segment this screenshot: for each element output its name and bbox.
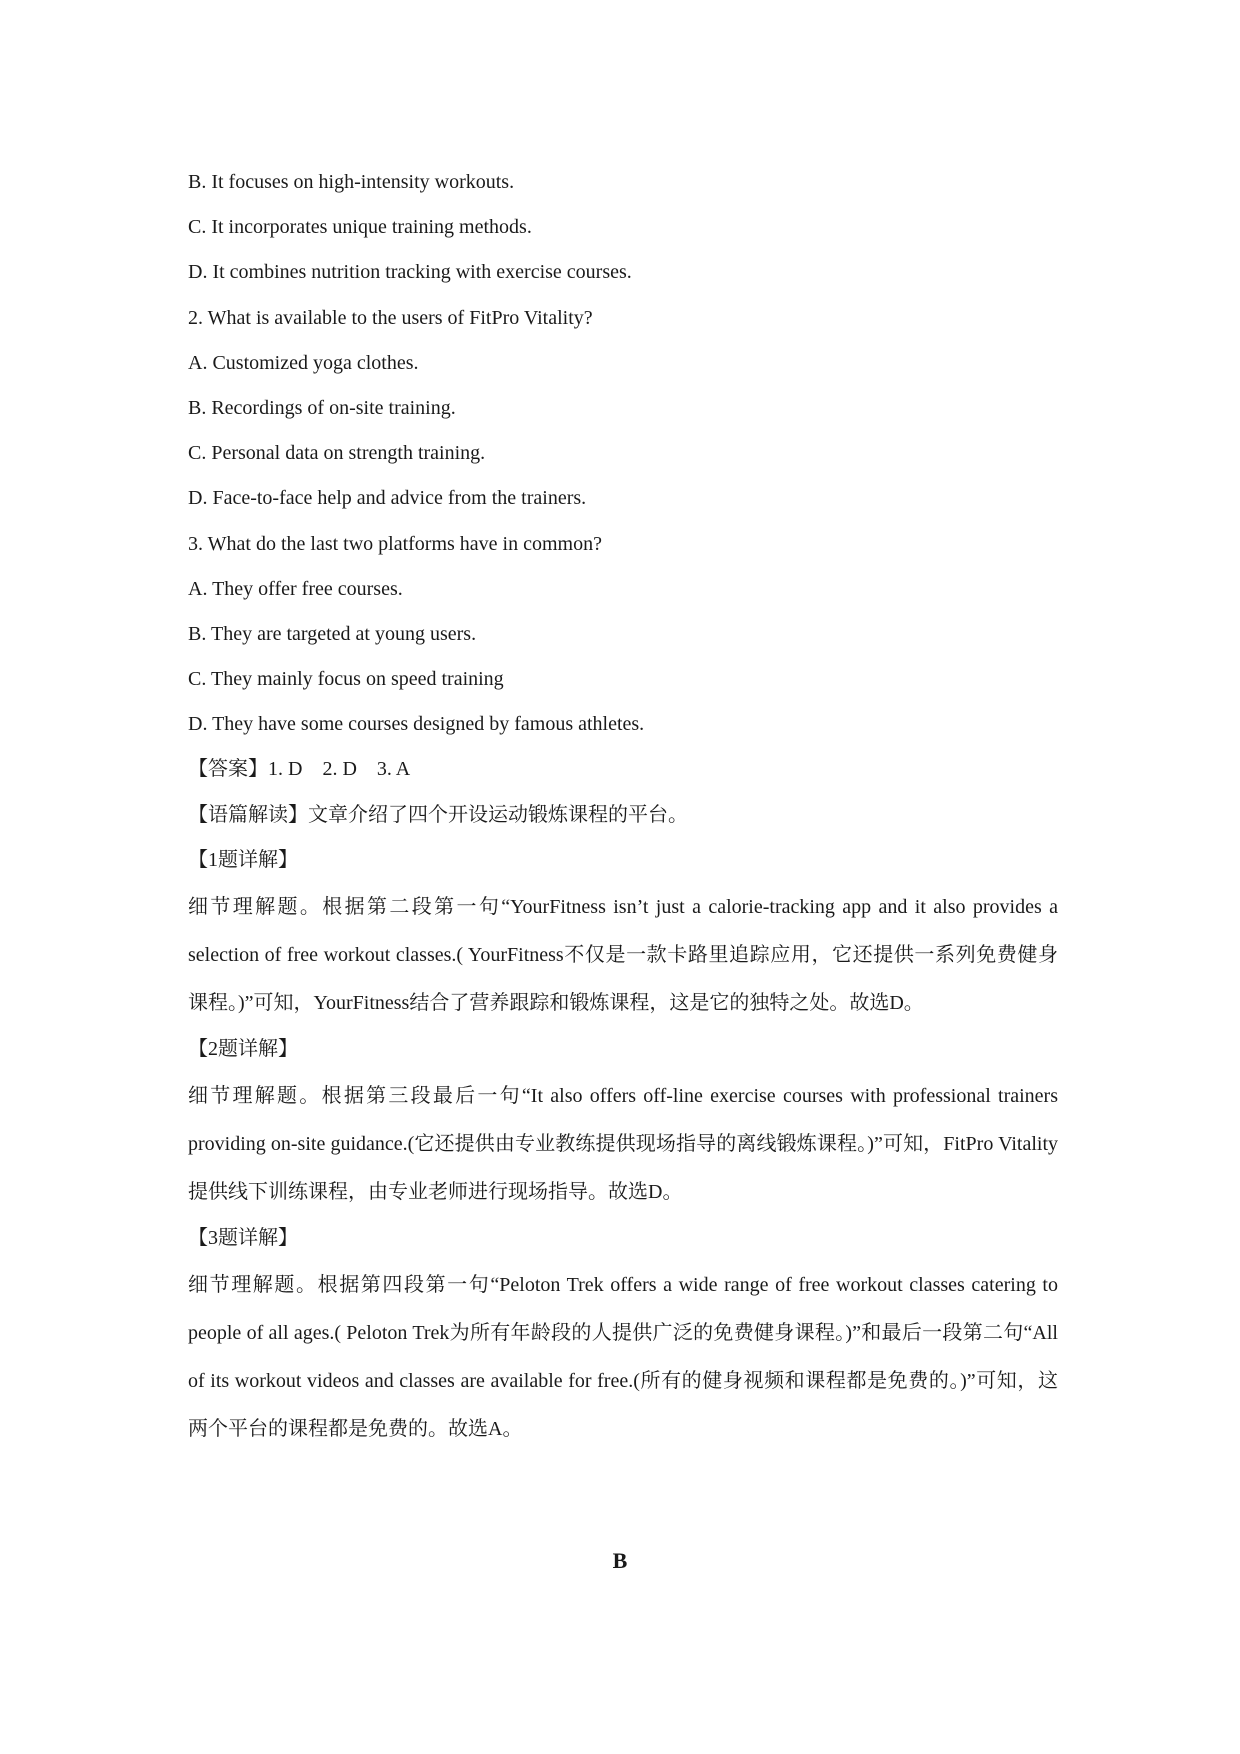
detail-2-text: 细节理解题。根据第三段最后一句“It also offers off-line exercise courses with professional trainers providing on-site guidance.(它还提供由专业教练提供现场指导的离线锻炼课程。)”可知，FitPro Vitality提供线下训练课程，由专业老师进行现场指导。故选D。 [188, 1085, 1058, 1204]
detail-1-heading: 【1题详解】 [188, 848, 298, 871]
detail-1-text: 细节理解题。根据第二段第一句“YourFitness isn’t just a calorie-tracking app and it also provides a selection of free workout classes.( YourFitness不仅是一款卡路里追踪应用，它还提供一系列免费健身课程。)”可知，YourFitness结合了营养跟踪和锻炼课程，这是它的独特之处。故选D。 [188, 896, 1058, 1014]
q3-option-a: A. They offer free courses. [188, 577, 403, 600]
q2-option-c: C. Personal data on strength training. [188, 442, 486, 465]
q1-option-d: D. It combines nutrition tracking with exercise courses. [188, 261, 632, 284]
section-heading-b: B [612, 1548, 628, 1573]
q3-question: 3. What do the last two platforms have in common? [188, 532, 602, 555]
detail-3-heading: 【3题详解】 [188, 1227, 298, 1250]
q2-option-d: D. Face-to-face help and advice from the trainers. [188, 487, 587, 510]
detail-2-heading: 【2题详解】 [188, 1038, 298, 1060]
q3-option-d: D. They have some courses designed by famous athletes. [188, 713, 645, 736]
q3-option-b: B. They are targeted at young users. [188, 622, 477, 645]
q2-question: 2. What is available to the users of FitPro Vitality? [188, 306, 593, 329]
q2-option-a: A. Customized yoga clothes. [188, 351, 419, 374]
document-page [188, 160, 1058, 1453]
q3-option-c: C. They mainly focus on speed training [188, 668, 504, 691]
detail-3-text: 细节理解题。根据第四段第一句“Peloton Trek offers a wide range of free workout classes catering to people of all ages.( Peloton Trek为所有年龄段的人提供广泛的免费健身课程。)”和最后一段第二句“All of its workout videos and classes are available for free.(所有的健身视频和课程都是免费的。)”可知，这两个平台的课程都是免费的。故选A。 [188, 1274, 1058, 1441]
q1-option-c: C. It incorporates unique training methods. [188, 216, 532, 239]
q1-option-b: B. It focuses on high-intensity workouts. [188, 171, 515, 193]
summary-line: 【语篇解读】文章介绍了四个开设运动锻炼课程的平台。 [188, 803, 688, 826]
answer-line: 【答案】1. D 2. D 3. A [188, 758, 411, 781]
q2-option-b: B. Recordings of on-site training. [188, 396, 456, 419]
